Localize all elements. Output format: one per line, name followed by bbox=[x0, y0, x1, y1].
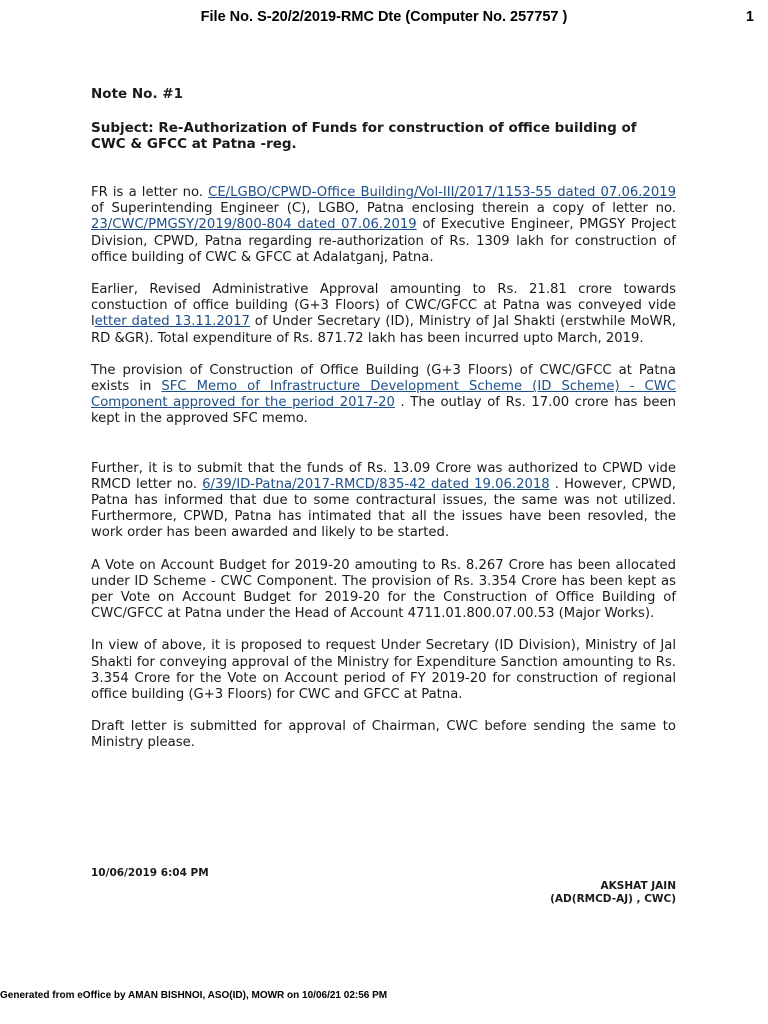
rmcd-letter-link[interactable]: 6/39/ID-Patna/2017-RMCD/835-42 dated 19.06.2018 bbox=[202, 476, 550, 492]
paragraph-funds-authorized bbox=[91, 461, 676, 542]
paragraph-revised-approval bbox=[91, 282, 676, 347]
note-timestamp: 10/06/2019 6:04 PM bbox=[91, 867, 209, 879]
paragraph-text: FR is a letter no. bbox=[91, 185, 209, 200]
paragraph-text: of Superintending Engineer (C), LGBO, Patna enclosing therein a copy of letter no. bbox=[91, 201, 676, 217]
paragraph-text: Earlier, Revised Administrative Approval amounting to Rs. 21.81 crore towards constuction of office building (G+3 Floors) of CWC/GFCC at Patna was conveyed vide l bbox=[91, 282, 676, 330]
paragraph-fr-letter bbox=[91, 185, 676, 266]
paragraph-text: . The outlay of Rs. 17.00 crore has been kept in the approved SFC memo. bbox=[91, 395, 676, 427]
paragraph-text: The provision of Construction of Office Building (G+3 Floors) of CWC/GFCC at Patna exists in bbox=[91, 362, 676, 395]
signatory-block bbox=[550, 880, 676, 906]
letter-link-lgbo[interactable]: CE/LGBO/CPWD-Office Building/Vol-III/2017/1153-55 dated 07.06.2019 bbox=[208, 185, 676, 200]
paragraph-proposal: In view of above, it is proposed to request Under Secretary (ID Division), Ministry of Jal Shakti for conveying approval of the Ministry for Expenditure Sanction amounting to Rs. 3.354 Crore for the Vote on Account period of FY 2019-20 for construction of regional office building (G+3 Floors) for CWC and GFCC at Patna. bbox=[91, 638, 676, 703]
paragraph-text: . However, CPWD, Patna has informed that due to some contractural issues, the same was not utilized. Furthermore, CPWD, Patna has intimated that all the issues have been resovled, the work order has been awarded and likely to be started. bbox=[91, 476, 676, 541]
page-number: 1 bbox=[745, 9, 754, 25]
letter-link-13-11-2017[interactable]: etter dated 13.11.2017 bbox=[94, 314, 250, 330]
eoffice-footer: Generated from eOffice by AMAN BISHNOI, ASO(ID), MOWR on 10/06/21 02:56 PM bbox=[0, 990, 388, 1001]
paragraph-sfc-provision bbox=[91, 363, 676, 428]
paragraph-text: Further, it is to submit that the funds of Rs. 13.09 Crore was authorized to CPWD vide RMCD letter no. bbox=[91, 460, 676, 492]
note-number: Note No. #1 bbox=[91, 86, 183, 102]
paragraph-draft-letter: Draft letter is submitted for approval of Chairman, CWC before sending the same to Ministry please. bbox=[91, 719, 676, 751]
paragraph-text: of Under Secretary (ID), Ministry of Jal Shakti (erstwhile MoWR, RD &GR). Total expenditure of Rs. 871.72 lakh has been incurred upto March, 2019. bbox=[91, 314, 676, 346]
signatory-designation: (AD(RMCD-AJ) , CWC) bbox=[550, 893, 676, 905]
paragraph-vote-on-account: A Vote on Account Budget for 2019-20 amouting to Rs. 8.267 Crore has been allocated under ID Scheme - CWC Component. The provision of Rs. 3.354 Crore has been kept as per Vote on Account Budget for 2019-20 for the Construction of Office Building of CWC/GFCC at Patna under the Head of Account 4711.01.800.07.00.53 (Major Works). bbox=[91, 557, 676, 622]
note-body bbox=[91, 86, 676, 752]
note-subject: Subject: Re-Authorization of Funds for construction of office building of CWC & GFCC at Patna -reg. bbox=[91, 120, 637, 152]
sfc-memo-link[interactable]: SFC Memo of Infrastructure Development Scheme (ID Scheme) - CWC Component approved for the period 2017-20 bbox=[91, 379, 676, 411]
paragraph-text: of Executive Engineer, PMGSY Project Division, CPWD, Patna regarding re-authorization of Rs. 1309 lakh for construction of office building of CWC & GFCC at Adalatganj, Patna. bbox=[91, 217, 676, 265]
file-number-header: File No. S-20/2/2019-RMC Dte (Computer No. 257757 ) bbox=[200, 9, 568, 25]
signatory-name: AKSHAT JAIN bbox=[600, 880, 676, 892]
letter-link-pmgsy[interactable]: 23/CWC/PMGSY/2019/800-804 dated 07.06.2019 bbox=[91, 217, 417, 233]
